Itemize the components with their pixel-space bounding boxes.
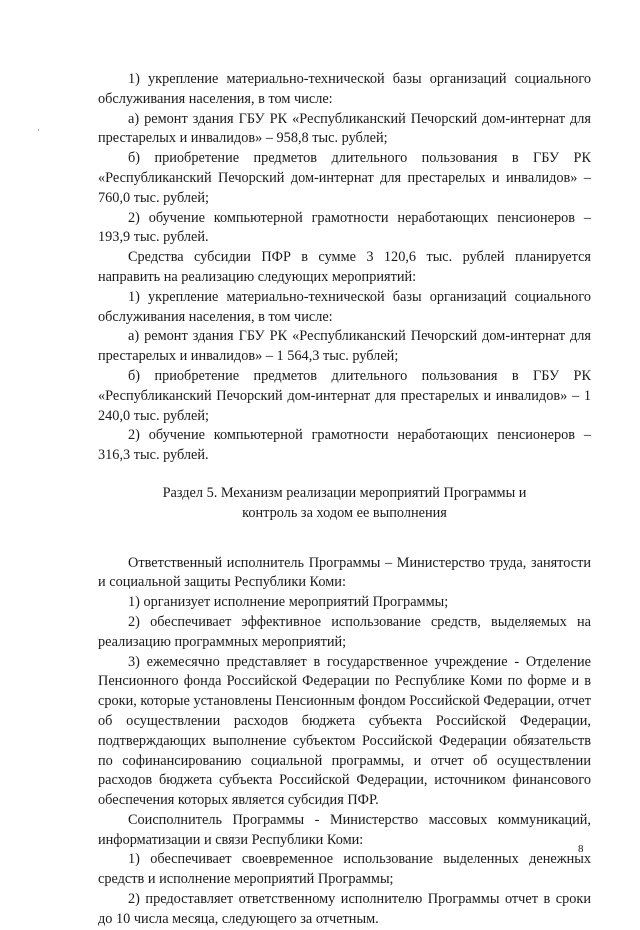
paragraph: Соисполнитель Программы - Министерство массовых коммуникаций, информатизации и связи Республики Коми: bbox=[98, 811, 591, 848]
paragraph: 1) укрепление материально-технической базы организаций социального обслуживания населения, в том числе: bbox=[98, 71, 591, 107]
paragraph: 2) обеспечивает эффективное использование средств, выделяемых на реализацию программных мероприятий; bbox=[98, 613, 591, 650]
paragraph: 1) организует исполнение мероприятий Программы; bbox=[128, 594, 449, 611]
section-heading-line-2: контроль за ходом ее выполнения bbox=[242, 504, 447, 521]
document-body bbox=[98, 70, 591, 930]
paragraph: 3) ежемесячно представляет в государственное учреждение - Отделение Пенсионного фонда Российской Федерации по Республике Коми по форме и в сроки, которые установлены Пенсионным фондом Российской Федерации, отчет об осуществлении расходов бюджета субъекта Российской Федерации, подтверждающих выполнение субъектом Российской Федерации обязательств по софинансированию социальной программы, и отчет об осуществлении расходов бюджета субъекта Российской Федерации, источником финансового обеспечения которых является субсидия ПФР. bbox=[98, 653, 591, 809]
paragraph: Средства субсидии ПФР в сумме 3 120,6 тыс. рублей планируется направить на реализацию следующих мероприятий: bbox=[98, 249, 591, 285]
paragraph: б) приобретение предметов длительного пользования в ГБУ РК «Республиканский Печорский дом-интернат для престарелых и инвалидов» – 1 240,0 тыс. рублей; bbox=[98, 367, 591, 424]
margin-mark: · bbox=[37, 125, 40, 135]
paragraph: Ответственный исполнитель Программы – Министерство труда, занятости и социальной защиты Республики Коми: bbox=[98, 554, 591, 591]
paragraph: 2) обучение компьютерной грамотности неработающих пенсионеров – 316,3 тыс. рублей. bbox=[98, 427, 591, 464]
paragraph: а) ремонт здания ГБУ РК «Республиканский Печорский дом-интернат для престарелых и инвалидов» – 1 564,3 тыс. рублей; bbox=[98, 328, 591, 365]
paragraph: 2) обучение компьютерной грамотности неработающих пенсионеров – 193,9 тыс. рублей. bbox=[98, 209, 591, 246]
paragraph: 2) предоставляет ответственному исполнителю Программы отчет в сроки до 10 числа месяца, следующего за отчетным. bbox=[98, 891, 591, 927]
paragraph: 1) обеспечивает своевременное использование выделенных денежных средств и исполнение мероприятий Программы; bbox=[98, 851, 591, 888]
paragraph: 1) укрепление материально-технической базы организаций социального обслуживания населения, в том числе: bbox=[98, 288, 591, 325]
section-heading bbox=[98, 484, 591, 524]
paragraph: а) ремонт здания ГБУ РК «Республиканский Печорский дом-интернат для престарелых и инвалидов» – 958,8 тыс. рублей; bbox=[98, 110, 591, 147]
section-heading-line-1: Раздел 5. Механизм реализации мероприятий Программы и bbox=[162, 484, 527, 501]
page-number: 8 bbox=[578, 843, 584, 855]
paragraph: б) приобретение предметов длительного пользования в ГБУ РК «Республиканский Печорский дом-интернат для престарелых и инвалидов» – 760,0 тыс. рублей; bbox=[98, 150, 591, 206]
